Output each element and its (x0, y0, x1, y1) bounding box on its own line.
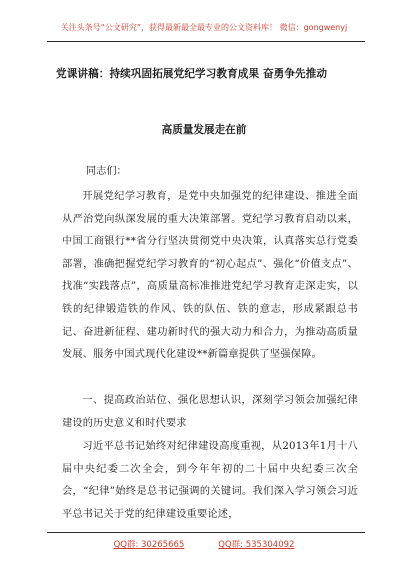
body-paragraph-3 (62, 436, 358, 526)
footer-qq-group-1: QQ群: 30265665 (113, 540, 185, 550)
paragraph-text: 习近平总书记始终对纪律建设高度重视，从2013年1月十八届中央纪委二次全会，到今年年初的二十届中央纪委三次全会，“纪律”始终是总书记强调的关键词。我们深入学习领会习近平总书记关于党的纪律建设重要论述， (62, 441, 358, 520)
header-divider (47, 41, 365, 42)
section-heading: 一、提高政治站位、强化思想认识，深刻学习领会加强纪律建设的历史意义和时代要求 (62, 395, 358, 429)
body-paragraph-1 (62, 186, 358, 367)
body-paragraph-2 (62, 390, 358, 435)
footer-qq-group-2: QQ群: 535304092 (218, 540, 295, 550)
footer-divider (47, 532, 365, 533)
document-title-line1: 党课讲稿：持续巩固拓展党纪学习教育成果 奋勇争先推动 (56, 68, 328, 80)
salutation: 同志们： (86, 166, 127, 177)
paragraph-text: 开展党纪学习教育，是党中央加强党的纪律建设、推进全面从严治党向纵深发展的重大决策部署。党纪学习教育启动以来，中国工商银行**省分行坚决贯彻党中央决策，认真落实总行党委部署，准确把握党纪学习教育的“初心起点”、强化“价值支点”、找准“实践落点”，高质量高标准推进党纪学习教育走深走实，以铁的纪律锻造铁的作风、铁的队伍、铁的意志，形成紧跟总书记、奋进新征程、建功新时代的强大动力和合力，为推动高质量发展、服务中国式现代化建设**新篇章提供了坚强保障。 (62, 191, 358, 361)
footer (0, 538, 408, 550)
header-banner: 关注头条号“公文研究”，获得最新最全最专业的公文资料库！ 微信：gongwenyj (60, 23, 348, 32)
document-title-line2: 高质量发展走在前 (161, 124, 247, 136)
